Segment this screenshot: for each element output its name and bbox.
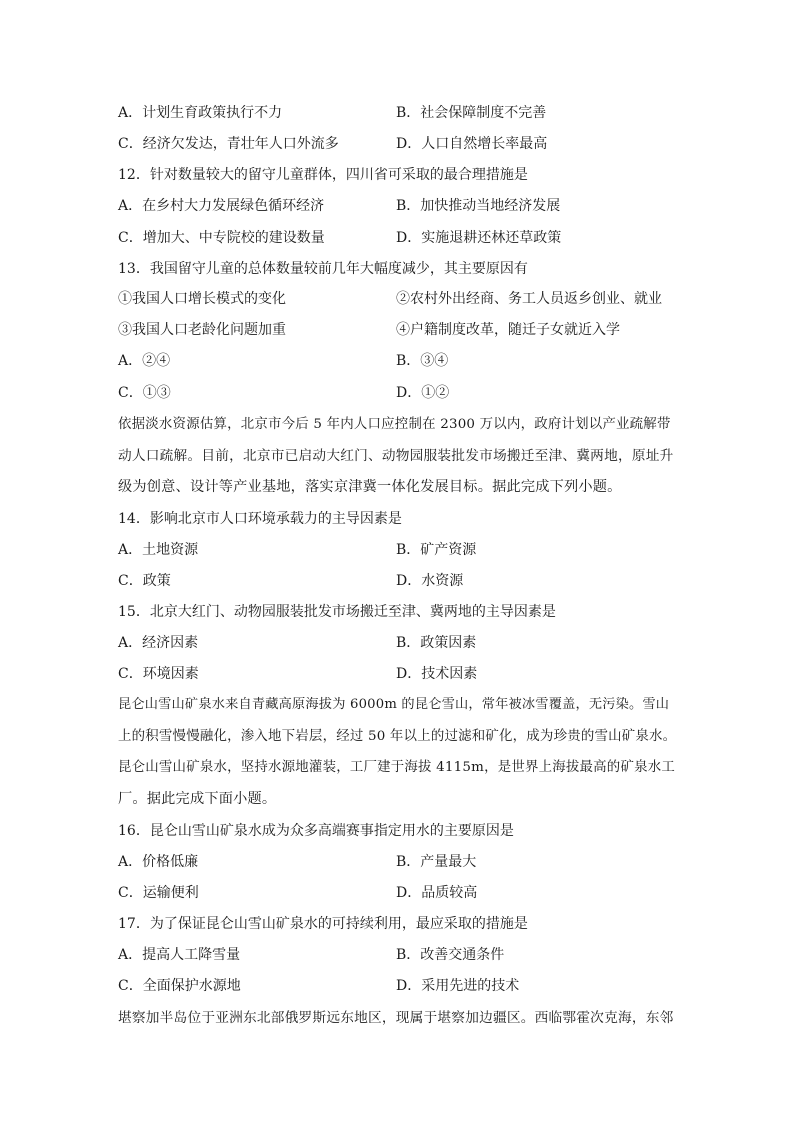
- q14-option-d: D．水资源: [396, 573, 464, 589]
- q13-option-c: C．①③: [118, 385, 171, 401]
- q11-option-c: C．经济欠发达，青壮年人口外流多: [118, 136, 339, 152]
- q13-item-3: ③我国人口老龄化问题加重: [118, 322, 286, 338]
- q15-option-a: A．经济因素: [118, 635, 199, 651]
- q15-stem: 15．北京大红门、动物园服装批发市场搬迁至津、冀两地的主导因素是: [118, 604, 556, 620]
- q13-stem: 13．我国留守儿童的总体数量较前几年大幅度减少，其主要原因有: [118, 261, 528, 277]
- q13-option-b: B．③④: [396, 353, 449, 369]
- q16-option-b: B．产量最大: [396, 854, 477, 870]
- q17-option-b: B．改善交通条件: [396, 947, 505, 963]
- q14-option-c: C．政策: [118, 573, 171, 589]
- passage2-line-2: 上的积雪慢慢融化，渗入地下岩层，经过 50 年以上的过滤和矿化，成为珍贵的雪山矿泉水。: [118, 729, 677, 744]
- q17-option-d: D．采用先进的技术: [396, 978, 520, 994]
- q15-option-d: D．技术因素: [396, 666, 478, 682]
- q13-option-d: D．①②: [396, 385, 450, 401]
- q13-option-a: A．②④: [118, 353, 171, 369]
- q16-option-a: A．价格低廉: [118, 854, 199, 870]
- q17-option-c: C．全面保护水源地: [118, 978, 241, 994]
- passage2-line-4: 厂。据此完成下面小题。: [118, 791, 277, 807]
- q12-option-c: C．增加大、中专院校的建设数量: [118, 230, 325, 246]
- q13-item-4: ④户籍制度改革，随迁子女就近入学: [396, 322, 620, 338]
- passage1-line-3: 级为创意、设计等产业基地，落实京津冀一体化发展目标。据此完成下列小题。: [118, 479, 622, 495]
- q16-option-d: D．品质较高: [396, 885, 478, 901]
- q12-option-d: D．实施退耕还林还草政策: [396, 230, 562, 246]
- q13-item-1: ①我国人口增长模式的变化: [118, 291, 286, 307]
- passage1-line-2: 动人口疏解。目前，北京市已启动大红门、动物园服装批发市场搬迁至津、冀两地，原址升: [118, 448, 674, 464]
- q12-option-a: A．在乡村大力发展绿色循环经济: [118, 198, 325, 214]
- q15-option-b: B．政策因素: [396, 635, 477, 651]
- q16-option-c: C．运输便利: [118, 885, 199, 901]
- q14-option-b: B．矿产资源: [396, 542, 477, 558]
- q13-item-2: ②农村外出经商、务工人员返乡创业、就业: [396, 291, 662, 307]
- passage2-line-1: 昆仑山雪山矿泉水来自青藏高原海拔为 6000m 的昆仑雪山，常年被冰雪覆盖，无污染。雪山: [118, 697, 670, 712]
- q12-stem: 12．针对数量较大的留守儿童群体，四川省可采取的最合理措施是: [118, 167, 528, 183]
- q11-option-d: D．人口自然增长率最高: [396, 136, 548, 152]
- q11-option-b: B．社会保障制度不完善: [396, 105, 547, 121]
- passage2-line-3: 昆仑山雪山矿泉水，坚持水源地灌装，工厂建于海拔 4115m，是世界上海拔最高的矿泉水工: [118, 760, 675, 775]
- q11-option-a: A．计划生育政策执行不力: [118, 105, 283, 121]
- q17-option-a: A．提高人工降雪量: [118, 947, 241, 963]
- q17-stem: 17．为了保证昆仑山雪山矿泉水的可持续利用，最应采取的措施是: [118, 916, 528, 932]
- q15-option-c: C．环境因素: [118, 666, 199, 682]
- q16-stem: 16．昆仑山雪山矿泉水成为众多高端赛事指定用水的主要原因是: [118, 823, 514, 839]
- passage1-line-1: 依据淡水资源估算，北京市今后 5 年内人口应控制在 2300 万以内，政府计划以产业疏解带: [118, 417, 671, 432]
- passage3-line-1: 堪察加半岛位于亚洲东北部俄罗斯远东地区，现属于堪察加边疆区。西临鄂霍次克海，东邻: [118, 1010, 674, 1026]
- q14-option-a: A．土地资源: [118, 542, 199, 558]
- q12-option-b: B．加快推动当地经济发展: [396, 198, 561, 214]
- q14-stem: 14．影响北京市人口环境承载力的主导因素是: [118, 511, 402, 527]
